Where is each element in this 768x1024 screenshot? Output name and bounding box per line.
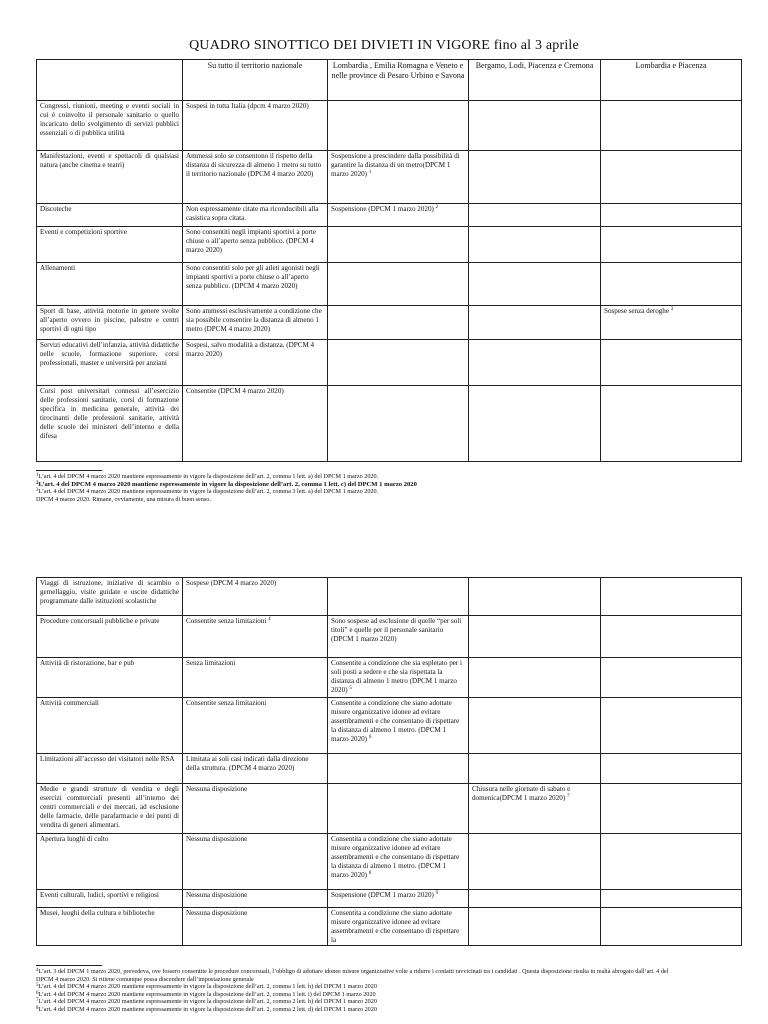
- cell-text: Consentite senza limitazioni: [186, 617, 267, 625]
- footnote: [36, 496, 736, 504]
- cell-north: [328, 386, 469, 462]
- cell-bergamo: [469, 306, 601, 340]
- cell-north: [328, 306, 469, 340]
- cell-north: [328, 204, 469, 227]
- footnote-text: DPCM 4 marzo 2020. Rimane, ovviamente, una misura di buon senso.: [36, 495, 211, 503]
- cell-text: Discoteche: [40, 205, 72, 213]
- cell-lombardia: [601, 263, 742, 306]
- cell-text: Sono ammessi esclusivamente a condizione che sia possibile consentire la distanza di almeno 1 metro (DPCM 4 marzo 2020): [186, 307, 322, 334]
- cell-north: [328, 616, 469, 658]
- table-row: [37, 908, 742, 946]
- table-row: [37, 306, 742, 340]
- cell-text: Allenamenti: [40, 264, 76, 272]
- cell-text: Limitazioni all’accesso dei visitatori nelle RSA: [40, 755, 175, 763]
- cell-national: [183, 101, 328, 151]
- cell-north: [328, 658, 469, 698]
- restrictions-table-1: [36, 59, 742, 462]
- footnote-text: L’art. 4 del DPCM 4 marzo 2020 mantiene espressamente in vigore la disposizione dell’art. 2, comma 1 lett. c) del DPCM 1 marzo 2020: [38, 480, 417, 488]
- footnote: [36, 983, 736, 991]
- cell-lombardia: [601, 227, 742, 263]
- cell-lombardia: [601, 204, 742, 227]
- footnote-ref[interactable]: 9: [435, 891, 439, 896]
- cell-north: [328, 227, 469, 263]
- cell-activity: [37, 227, 183, 263]
- footnote: [36, 998, 736, 1006]
- footnote-number: 4: [36, 968, 39, 973]
- cell-text: Consentite a condizione che siano adottate misure organizzative idonee ad evitare assembramenti e che consentano di rispettare la distanza di almeno 1 metro. (DPCM 1 marzo 2020): [331, 699, 460, 744]
- cell-national: [183, 754, 328, 784]
- table-row: [37, 227, 742, 263]
- cell-national: [183, 658, 328, 698]
- cell-bergamo: [469, 578, 601, 616]
- cell-activity: [37, 784, 183, 834]
- cell-text: Corsi post universitari connessi all’esercizio delle professioni sanitarie, corsi di formazione specifica in medicina generale, attività dei tirocinanti delle professioni sanitarie, attività delle scuole dei ministeri dell’interno e della difesa: [40, 387, 179, 441]
- footnote-number: 8: [36, 1005, 39, 1011]
- cell-national: [183, 227, 328, 263]
- cell-national: [183, 306, 328, 340]
- page-title: QUADRO SINOTTICO DEI DIVIETI IN VIGORE fino al 3 aprile: [189, 38, 579, 53]
- cell-north: [328, 263, 469, 306]
- header-bergamo-lodi: Bergamo, Lodi, Piacenza e Cremona: [469, 60, 601, 101]
- table-header-row: [37, 60, 742, 101]
- table-row: [37, 834, 742, 890]
- cell-text: Limitata ai soli casi indicati dalla direzione della struttura. (DPCM 4 marzo 2020): [186, 755, 309, 773]
- cell-bergamo: [469, 754, 601, 784]
- cell-lombardia: [601, 578, 742, 616]
- cell-activity: [37, 151, 183, 204]
- cell-text: Congressi, riunioni, meeting e eventi sociali in cui è coinvolto il personale sanitario o quello incaricato dello svolgimento di servizi pubblici essenziali o di pubblica utilità: [40, 102, 179, 138]
- cell-lombardia: [601, 890, 742, 908]
- cell-north: [328, 578, 469, 616]
- cell-text: Sospensione a prescindere dalla possibilità di garantire la distanza di un metro(DPCM 1 marzo 2020): [331, 152, 460, 179]
- footnote-text: L’art. 4 del DPCM 4 marzo 2020 mantiene espressamente in vigore la disposizione dell’art. 2, comma 1 lett. a) del DPCM 1 marzo 2020.: [38, 473, 379, 480]
- footnote-number: 5: [36, 983, 39, 989]
- table-row: [37, 578, 742, 616]
- cell-text: Sospese senza deroghe: [604, 307, 670, 315]
- footnote: [36, 488, 736, 496]
- cell-text: Procedure concorsuali pubbliche e private: [40, 617, 160, 625]
- cell-national: [183, 698, 328, 754]
- cell-north: [328, 698, 469, 754]
- footnote-text: L’art. 4 del DPCM 4 marzo 2020 mantiene espressamente in vigore la disposizione dell’art. 2, comma 2 lett. d) del DPCM 1 marzo 2020: [38, 1005, 377, 1013]
- cell-text: Viaggi di istruzione, iniziative di scambio o gemellaggio, visite guidate e uscite didattiche programmate dalle istituzioni scolastiche: [40, 579, 179, 606]
- cell-lombardia: [601, 386, 742, 462]
- table-row: [37, 890, 742, 908]
- cell-north: [328, 101, 469, 151]
- footnote-ref[interactable]: 4: [268, 617, 271, 622]
- cell-text: Sospese (DPCM 4 marzo 2020): [186, 579, 277, 587]
- cell-text: Sono consentiti solo per gli atleti agonisti negli impianti sportivi a porte chiuse o all’aperto senza pubblico. (DPCM 4 marzo 2020): [186, 264, 320, 291]
- cell-lombardia: [601, 908, 742, 946]
- cell-text: Attività di ristorazione, bar e pub: [40, 659, 135, 667]
- cell-lombardia: [601, 616, 742, 658]
- cell-national: [183, 386, 328, 462]
- footnote: [36, 481, 736, 489]
- cell-bergamo: [469, 386, 601, 462]
- footnote-ref[interactable]: 3: [670, 307, 674, 312]
- cell-text: Sospesi, salvo modalità a distanza. (DPCM 4 marzo 2020): [186, 341, 315, 359]
- cell-text: Sono consentiti negli impianti sportivi a porte chiuse o all’aperto senza pubblico. (DPCM 4 marzo 2020): [186, 228, 317, 255]
- cell-lombardia: [601, 698, 742, 754]
- cell-bergamo: [469, 227, 601, 263]
- cell-activity: [37, 698, 183, 754]
- cell-text: Sport di base, attività motorie in genere svolte all’aperto ovvero in piscine, palestre e centri sportivi di ogni tipo: [40, 307, 179, 334]
- footnote: [36, 473, 736, 481]
- header-lombardia-piacenza: Lombardia e Piacenza: [601, 60, 742, 101]
- cell-bergamo: [469, 101, 601, 151]
- footnote-text: L’art. 4 del DPCM 4 marzo 2020 mantiene espressamente in vigore la disposizione dell’art. 2, comma 1 lett. i) del DPCM 1 marzo 2020: [38, 990, 376, 998]
- footnote-ref[interactable]: 1: [368, 170, 372, 176]
- cell-text: Nessuna disposizione: [186, 891, 248, 899]
- cell-lombardia: [601, 658, 742, 698]
- cell-text: Servizi educativi dell’infanzia, attività didattiche nelle scuole, formazione superiore, corsi professionali, master e università per anziani: [40, 341, 179, 368]
- footnote-text: L’art. 4 del DPCM 4 marzo 2020 mantiene espressamente in vigore la disposizione dell’art. 2, comma 3 lett. a) del DPCM 1 marzo 2020.: [38, 488, 379, 496]
- cell-text: Consentita a condizione che siano adottate misure organizzative idonee ad evitare assembramenti e che consentano di rispettare la distanza di almeno 1 metro. (DPCM 1 marzo 2020): [331, 835, 460, 880]
- cell-text: Consentite (DPCM 4 marzo 2020): [186, 387, 284, 395]
- cell-bergamo: [469, 658, 601, 698]
- cell-bergamo: [469, 890, 601, 908]
- cell-bergamo: [469, 784, 601, 834]
- table-row: [37, 784, 742, 834]
- cell-lombardia: [601, 834, 742, 890]
- cell-text: Non espressamente citate ma riconducibili alla casistica sopra citata.: [186, 205, 319, 223]
- cell-activity: [37, 578, 183, 616]
- footnote-text: L’art. 3 del DPCM 1 marzo 2020, prevedeva, ove fossero consentite le procedure concorsuali, l’obbligo di adottare idonee misure organizzative volte a ridurre i contatti ravvicinati tra i candidati . Questa disposizione risulta in realtà abrogato dall’art. 4 del: [38, 968, 669, 975]
- cell-bergamo: [469, 908, 601, 946]
- cell-bergamo: [469, 834, 601, 890]
- footnote: [36, 976, 736, 984]
- cell-activity: [37, 754, 183, 784]
- cell-text: Sospensione (DPCM 1 marzo 2020): [331, 205, 434, 213]
- table-row: [37, 386, 742, 462]
- cell-activity: [37, 616, 183, 658]
- footnote: [36, 968, 736, 976]
- footnote-separator: [36, 965, 102, 966]
- table-row: [37, 616, 742, 658]
- cell-text: Eventi culturali, ludici, sportivi e religiosi: [40, 891, 159, 899]
- cell-national: [183, 908, 328, 946]
- table-row: [37, 263, 742, 306]
- cell-text: Manifestazioni, eventi e spettacoli di qualsiasi natura (anche cinema e teatri): [40, 152, 179, 170]
- cell-lombardia: [601, 151, 742, 204]
- cell-text: Consentite senza limitazioni: [186, 699, 267, 707]
- footnote-separator: [36, 470, 102, 471]
- footnote-ref[interactable]: 7: [566, 794, 570, 800]
- cell-text: Attività commerciali: [40, 699, 99, 707]
- cell-activity: [37, 204, 183, 227]
- cell-text: Consentite a condizione che sia espletato per i soli posti a sedere e che sia rispettata la distanza di almeno 1 metro (DPCM 1 marzo 2020): [331, 659, 462, 695]
- cell-lombardia: [601, 306, 742, 340]
- cell-national: [183, 834, 328, 890]
- cell-activity: [37, 890, 183, 908]
- table-row: [37, 151, 742, 204]
- cell-national: [183, 578, 328, 616]
- cell-north: [328, 834, 469, 890]
- cell-north: [328, 908, 469, 946]
- cell-text: Sospesi in tutta Italia (dpcm 4 marzo 2020): [186, 102, 309, 110]
- table-row: [37, 754, 742, 784]
- table-row: [37, 658, 742, 698]
- cell-national: [183, 784, 328, 834]
- cell-text: Sono sospese ad esclusione di quelle “per soli titoli” e quelle per il personale sanitario (DPCM 1 marzo 2020): [331, 617, 462, 644]
- cell-bergamo: [469, 616, 601, 658]
- footnote-ref[interactable]: 5: [349, 686, 352, 692]
- footnote-text: L’art. 4 del DPCM 4 marzo 2020 mantiene espressamente in vigore la disposizione dell’art. 2, comma 2 lett. b) del DPCM 1 marzo 2020: [38, 998, 377, 1006]
- restrictions-table-2: [36, 577, 742, 946]
- footnote-ref[interactable]: 6: [368, 735, 372, 741]
- footnote: [36, 991, 736, 999]
- cell-text: Nessuna disposizione: [186, 835, 248, 843]
- cell-activity: [37, 834, 183, 890]
- cell-text: Chiusura nelle giornate di sabato e domenica(DPCM 1 marzo 2020): [472, 785, 571, 803]
- cell-text: Nessuna disposizione: [186, 909, 248, 917]
- cell-national: [183, 616, 328, 658]
- footnote: [36, 1006, 736, 1014]
- cell-bergamo: [469, 340, 601, 386]
- cell-activity: [37, 263, 183, 306]
- cell-bergamo: [469, 263, 601, 306]
- cell-national: [183, 263, 328, 306]
- cell-text: Consentita a condizione che siano adottate misure organizzative idonee ad evitare assembramenti e che consentano di rispettare la: [331, 909, 460, 945]
- cell-text: Ammessi solo se consentono il rispetto della distanza di sicurezza di almeno 1 metro su tutto il territorio nazionale (DPCM 4 marzo 2020): [186, 152, 322, 179]
- cell-lombardia: [601, 101, 742, 151]
- cell-activity: [37, 908, 183, 946]
- table-row: [37, 698, 742, 754]
- table-row: [37, 204, 742, 227]
- cell-bergamo: [469, 698, 601, 754]
- footnote-ref[interactable]: 8: [368, 871, 372, 877]
- table-row: [37, 101, 742, 151]
- footnote-number: 3: [36, 488, 39, 494]
- cell-lombardia: [601, 784, 742, 834]
- cell-north: [328, 754, 469, 784]
- header-north-regions: Lombardia , Emilia Romagna e Veneto e nelle province di Pesaro Urbino e Savona: [328, 60, 469, 101]
- cell-national: [183, 204, 328, 227]
- cell-bergamo: [469, 204, 601, 227]
- cell-text: Musei, luoghi della cultura e biblioteche: [40, 909, 155, 917]
- cell-text: Eventi e competizioni sportive: [40, 228, 127, 236]
- header-national: Su tutto il territorio nazionale: [183, 60, 328, 101]
- cell-north: [328, 784, 469, 834]
- cell-text: Senza limitazioni: [186, 659, 236, 667]
- cell-lombardia: [601, 754, 742, 784]
- footnotes-page-1: [36, 473, 736, 503]
- cell-activity: [37, 386, 183, 462]
- cell-text: Apertura luoghi di culto: [40, 835, 109, 843]
- cell-text: Nessuna disposizione: [186, 785, 248, 793]
- cell-activity: [37, 658, 183, 698]
- cell-activity: [37, 340, 183, 386]
- footnote-number: 2: [36, 480, 39, 486]
- cell-north: [328, 890, 469, 908]
- cell-text: Sospensione (DPCM 1 marzo 2020): [331, 891, 434, 899]
- footnote-number: 6: [36, 990, 39, 996]
- cell-national: [183, 890, 328, 908]
- cell-text: Medie e grandi strutture di vendita e degli esercizi commerciali presenti all’interno dei centri commerciali e dei mercati, ad esclusione delle farmacie, delle parafarmacie e dei punti di vendita di generi alimentari.: [40, 785, 179, 830]
- cell-activity: [37, 101, 183, 151]
- cell-bergamo: [469, 151, 601, 204]
- cell-national: [183, 151, 328, 204]
- header-activity: [37, 60, 183, 101]
- footnote-number: 1: [36, 473, 39, 478]
- footnotes-page-2: [36, 968, 736, 1014]
- cell-activity: [37, 306, 183, 340]
- cell-national: [183, 340, 328, 386]
- footnote-number: 7: [36, 998, 39, 1004]
- table-row: [37, 340, 742, 386]
- cell-north: [328, 151, 469, 204]
- footnote-text: L’art. 4 del DPCM 4 marzo 2020 mantiene espressamente in vigore la disposizione dell’art. 2, comma 1 lett. h) del DPCM 1 marzo 2020: [38, 983, 377, 991]
- footnote-ref[interactable]: 2: [435, 205, 439, 210]
- cell-north: [328, 340, 469, 386]
- footnote-text: DPCM 4 marzo 2020. Si ritiene comunque possa discendere dall’impostazione generale: [36, 975, 254, 983]
- cell-lombardia: [601, 340, 742, 386]
